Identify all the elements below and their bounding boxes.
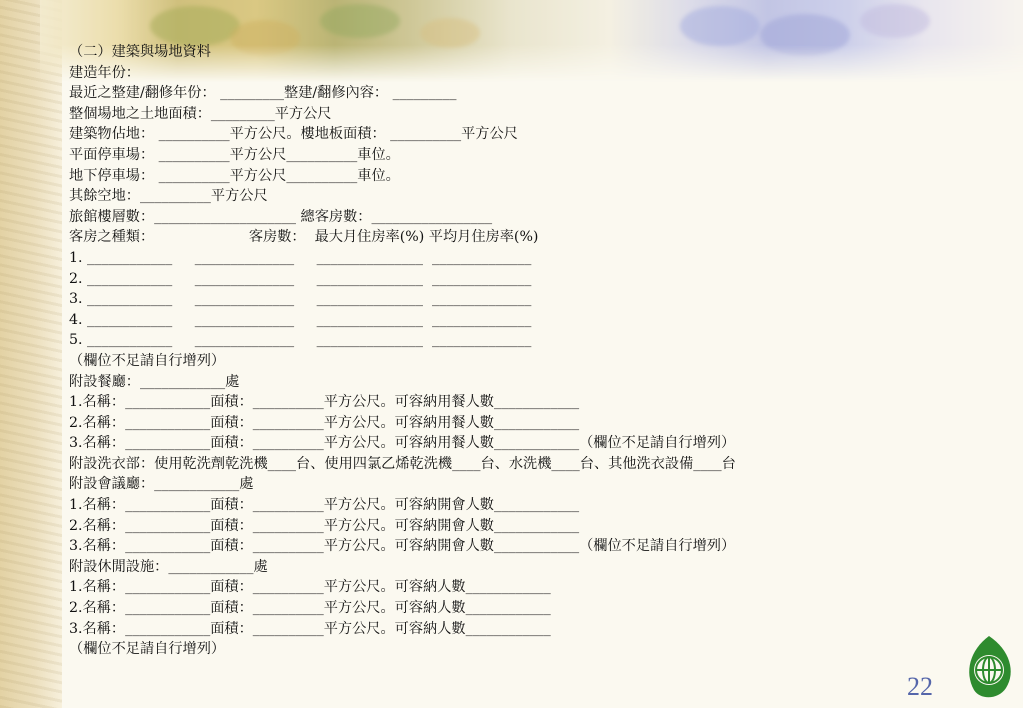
form-line-21: 附設洗衣部：使用乾洗劑乾洗機____台、使用四氯乙烯乾洗機____台、水洗機____台、其他洗衣設備____台 — [69, 455, 736, 472]
form-line-27: 1.名稱：____________面積：__________平方公尺。可容納人數____________ — [69, 579, 551, 596]
form-line-7: 地下停車場： __________平方公尺__________車位。 — [69, 167, 400, 184]
form-line-1: （二）建築與場地資料 — [69, 44, 211, 60]
form-line-30: （欄位不足請自行增列） — [69, 641, 226, 658]
form-line-9: 旅館樓層數：____________________ 總客房數：_________________ — [69, 208, 493, 225]
form-line-5: 建築物佔地： __________平方公尺。樓地板面積： __________平方公尺 — [69, 126, 518, 143]
form-line-22: 附設會議廳：____________處 — [69, 476, 254, 493]
form-line-12: 2. ____________ ______________ _______________ ______________ — [69, 270, 532, 287]
form-line-16: （欄位不足請自行增列） — [69, 352, 226, 369]
form-line-15: 5. ____________ ______________ _______________ ______________ — [69, 332, 532, 349]
form-line-25: 3.名稱：____________面積：__________平方公尺。可容納開會人數____________（欄位不足請自行增列） — [69, 538, 736, 555]
form-line-2: 建造年份： — [69, 64, 140, 81]
parchment-border — [0, 0, 62, 708]
form-content — [69, 42, 969, 660]
form-line-13: 3. ____________ ______________ _______________ ______________ — [69, 291, 532, 308]
form-line-4: 整個場地之土地面積：_________平方公尺 — [69, 105, 332, 122]
form-line-20: 3.名稱：____________面積：__________平方公尺。可容納用餐人數____________（欄位不足請自行增列） — [69, 435, 736, 452]
form-line-17: 附設餐廳：____________處 — [69, 373, 240, 390]
form-line-3: 最近之整建/翻修年份： _________整建/翻修內容： _________ — [69, 85, 457, 102]
form-line-23: 1.名稱：____________面積：__________平方公尺。可容納開會人數____________ — [69, 497, 580, 514]
form-line-26: 附設休閒設施：____________處 — [69, 558, 268, 575]
form-line-6: 平面停車場： __________平方公尺__________車位。 — [69, 146, 400, 163]
page-number: 22 — [907, 672, 933, 701]
form-line-29: 3.名稱：____________面積：__________平方公尺。可容納人數____________ — [69, 620, 551, 637]
form-line-11: 1. ____________ ______________ _______________ ______________ — [69, 249, 532, 266]
form-line-19: 2.名稱：____________面積：__________平方公尺。可容納用餐人數____________ — [69, 414, 580, 431]
form-line-18: 1.名稱：____________面積：__________平方公尺。可容納用餐人數____________ — [69, 394, 580, 411]
form-line-8: 其餘空地：__________平方公尺 — [69, 188, 268, 205]
form-line-10: 客房之種類： 客房數： 最大月住房率(%) 平均月住房率(%) — [69, 229, 539, 246]
form-line-14: 4. ____________ ______________ _______________ ______________ — [69, 311, 532, 328]
globe-leaf-logo-icon — [960, 632, 1018, 704]
form-line-28: 2.名稱：____________面積：__________平方公尺。可容納人數____________ — [69, 600, 551, 617]
form-line-24: 2.名稱：____________面積：__________平方公尺。可容納開會人數____________ — [69, 517, 580, 534]
